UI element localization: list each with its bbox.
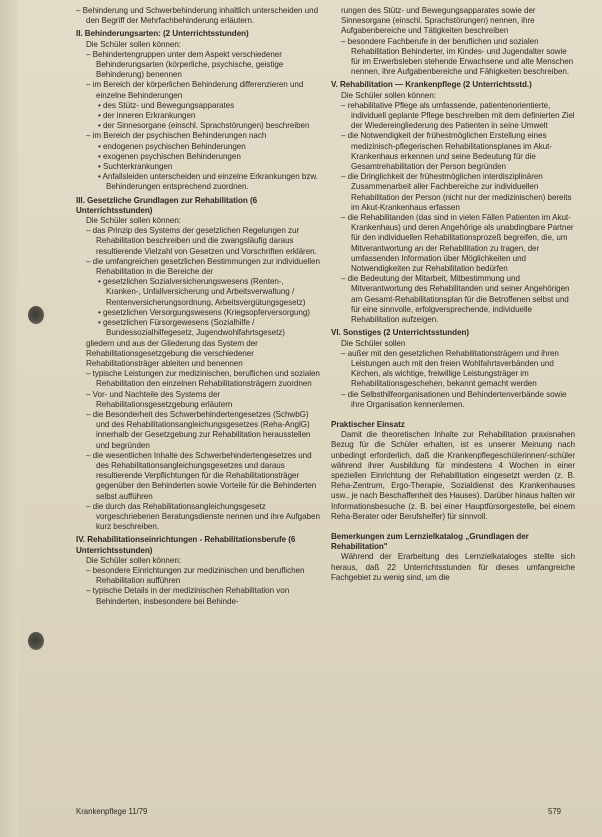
text-line: Die Schüler sollen können: [86, 39, 181, 49]
text-line: – typische Leistungen zur medizinischen, beruflichen und sozialen Rehabilitation den einzelnen Rehabilitationsträgern zuordnen [86, 369, 320, 389]
text-line: – rehabilitative Pflege als umfassende, patientenorientierte, individuell geplante Pflege beschreiben mit dem definierten Ziel der Wiedereingliederung des Patienten in seine Umwelt [341, 100, 575, 131]
text-line: • des Stütz- und Bewegungsapparates [98, 100, 235, 110]
text-line: – im Bereich der psychischen Behinderungen nach [86, 131, 267, 141]
page-number: 579 [548, 807, 562, 816]
section-heading: III. Gesetzliche Grundlagen zur Rehabilitation (6 Unterrichtsstunden) [76, 195, 258, 215]
text-line: • endogenen psychischen Behinderungen [98, 141, 246, 151]
text-line: – die Dringlichkeit der frühestmöglichen interdisziplinären Zusammenarbeit aller Fachbereiche zur individuellen Rehabilitation der Person (nicht nur der medizinischen) bereits im Akut-Krankenhaus erfassen [341, 172, 572, 212]
text-line: – das Prinzip des Systems der gesetzlichen Regelungen zur Rehabilitation beschreiben und die zwangsläufig daraus resultierende Vielzahl von Gesetzen und Vorschriften erklären. [86, 226, 317, 256]
text-line: • der inneren Erkrankungen [98, 111, 196, 121]
punch-hole [28, 632, 44, 650]
text-line: • gesetzlichen Sozialversicherungswesens (Renten-, Kranken-, Unfallversicherung und Arbeitsverwaltung / Rentenversicherungsordnung, Arbeitsvergütungsgesetz) [98, 277, 306, 307]
text-line: – die Bedeutung der Mitarbeit, Mitbestimmung und Mitverantwortung des Rehabilitanden und seiner Angehörigen am Gesamt-Rehabilitationsplan für die Betroffenen selbst und für eine sinnvolle, erfolgversprechende, individuelle Rehabilitation aufzeigen. [341, 274, 570, 325]
section-heading: Praktischer Einsatz [331, 419, 405, 429]
text-line: – Behinderung und Schwerbehinderung inhaltlich unterscheiden und den Begriff der Mehrfachbehinderung erläutern. [76, 6, 319, 26]
text-line: • gesetzlichen Versorgungswesens (Kriegsopferversorgung) [98, 307, 310, 317]
text-line: – im Bereich der körperlichen Behinderung differenzieren und einzelne Behinderungen [86, 80, 304, 100]
left-text-column [76, 6, 320, 607]
text-line: gliedern und aus der Gliederung das System der Rehabilitationsgesetzgebung die verschiedener Rehabilitationsträger ableiten und benennen [86, 338, 258, 368]
text-line: – besondere Einrichtungen zur medizinischen und beruflichen Rehabilitation aufführen [86, 565, 305, 586]
text-line: • Suchterkrankungen [98, 162, 173, 172]
text-line: Damit die theoretischen Inhalte zur Rehabilitation praxisnahen Bezug für die Schüler erhalten, ist es unserer Meinung nach unbedingt erforderlich, daß die Krankenpflegeschülerinnen/-schüler während ihrer Ausbildung für mindestens 4 Wochen in einer speziellen Einrichtung der Rehabilitation eingesetzt werden (z. B. Reha-Zentrum, Ergo-Therapie, Sozialdienst des Krankenhauses usw., je nach Beschaffenheit des Hauses). Darüber hinaus halten wir Informationsbesuche (z. B. bei einer Hauptfürsorgestelle, bei einem Reha-Berater oder Berufshelfer) für sinnvoll. [331, 430, 575, 521]
text-line: • gesetzlichen Fürsorgewesens (Sozialhilfe / Bundessozialhilfegesetz, Jugendwohlfahrtsgesetz) [98, 318, 285, 338]
page-edge-shadow [0, 0, 18, 837]
text-line: Die Schüler sollen [341, 338, 406, 348]
text-line: – die Notwendigkeit der frühestmöglichen Erstellung eines medizinisch-pflegerischen Rehabilitationsplanes im Akut-Krankenhaus erkennen und seine Bedeutung für die Gesamtrehabilitation der Person begründen [341, 131, 552, 172]
text-line: Während der Erarbeitung des Lernzielkataloges stellte sich heraus, daß 22 Unterrichtsstunden für dieses umfangreiche Fachgebiet zu wenig sind, um die [331, 552, 575, 582]
text-line: – die durch das Rehabilitationsangleichungsgesetz vorgeschriebenen Beratungsdienste nennen und ihre Aufgaben kurz beschreiben. [86, 501, 320, 532]
text-line: – typische Details in der medizinischen Rehabilitation von Behinderten, insbesondere bei Behinde- [86, 586, 290, 606]
text-line: • exogenen psychischen Behinderungen [98, 151, 241, 161]
text-line: – die Besonderheit des Schwerbehindertengesetzes (SchwbG) und des Rehabilitationsangleichungsgesetzes (Reha-AnglG) innerhalb der Gesetzgebung zur Rehabilitation herausstellen und begründen [86, 409, 311, 450]
text-line: Die Schüler sollen können: [86, 555, 181, 565]
text-line: • Anfallsleiden unterscheiden und einzelne Erkrankungen bzw. Behinderungen entsprechend zuordnen. [98, 172, 318, 192]
text-line: – Behindertengruppen unter dem Aspekt verschiedener Behinderungsarten (körperliche, psychische, geistige Behinderung) benennen [86, 49, 284, 80]
journal-footer: Krankenpflege 11/79 [76, 807, 148, 816]
text-line: rungen des Stütz- und Bewegungsapparates sowie der Sinnesorgane (einschl. Sprachstörungen) nennen, ihre Aufgabenbereiche und Tätigkeiten beschreiben [341, 6, 536, 36]
text-line: Die Schüler sollen können: [341, 90, 436, 100]
text-line: Die Schüler sollen können: [86, 216, 181, 226]
right-text-column [331, 6, 575, 583]
text-line: – Vor- und Nachteile des Systems der Rehabilitationsgesetzgebung erläutern [86, 389, 233, 409]
text-line: – die umfangreichen gesetzlichen Bestimmungen zur individuellen Rehabilitation in die Bereiche der [86, 256, 320, 277]
section-heading: IV. Rehabilitationseinrichtungen - Rehabilitationsberufe (6 Unterrichtsstunden) [76, 535, 296, 555]
section-heading: Bemerkungen zum Lernzielkatalog „Grundlagen der Rehabilitation" [331, 531, 529, 552]
text-line: – die wesentlichen Inhalte des Schwerbehindertengesetzes und des Rehabilitationsangleichungsgesetzes und daraus resultierende Verpflichtungen für die Rehabilitationsträger gegenüber den Behinderten sowie Vorteile für die Behinderten selbst aufführen [86, 450, 317, 501]
text-line: – die Rehabilitanden (das sind in vielen Fällen Patienten im Akut-Krankenhaus) und deren Angehörige als unabdingbare Partner für den individuellen Rehabilitationsprozeß begreifen, die, um Mitverantwortung an der Rehabilitation zu tragen, der umfassenden Information über Möglichkeiten und Notwendigkeiten zur Rehabilitation bedürfen [341, 213, 574, 274]
text-line: • der Sinnesorgane (einschl. Sprachstörungen) beschreiben [98, 121, 310, 131]
section-heading: VI. Sonstiges (2 Unterrichtsstunden) [331, 328, 470, 338]
section-heading: II. Behinderungsarten: (2 Unterrichtsstunden) [76, 29, 249, 39]
punch-hole [28, 306, 44, 324]
section-heading: V. Rehabilitation — Krankenpflege (2 Unterrichtsstd.) [331, 80, 532, 90]
text-line: – die Selbsthilfeorganisationen und Behindertenverbände sowie ihre Organisation kennenlernen. [341, 389, 567, 409]
text-line: – besondere Fachberufe in der beruflichen und sozialen Rehabilitation Behinderter, im Kindes- und Jugendalter sowie für im Erwerbsleben stehende Erwachsene und alte Menschen nennen, ihre Aufgabenbereiche und Fähigkeiten beschreiben. [341, 36, 574, 77]
text-line: – außer mit den gesetzlichen Rehabilitationsträgern und ihren Leistungen auch mit den freien Wohlfahrtsverbänden und Kirchen, als wichtige, freiwillige Leistungsträger im Rehabilitationsgeschehen, bekannt gemacht werden [341, 348, 559, 389]
